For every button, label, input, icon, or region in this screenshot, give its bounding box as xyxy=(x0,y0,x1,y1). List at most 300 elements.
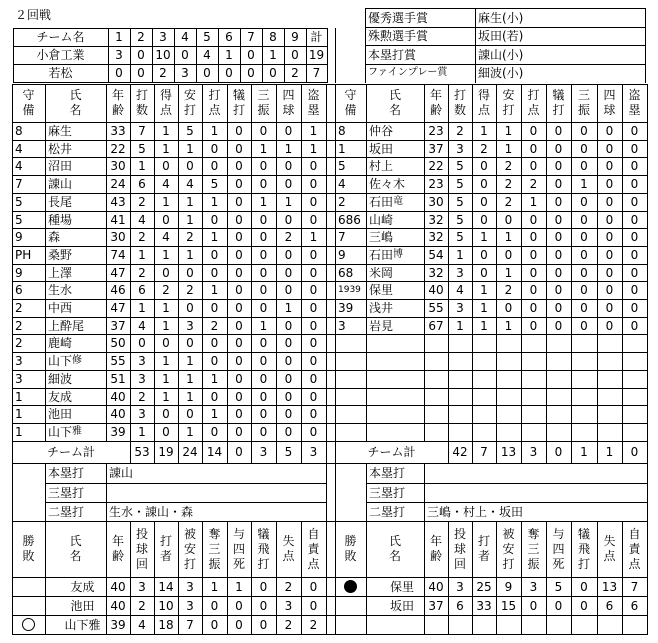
hit-type-label: 本塁打 xyxy=(48,466,85,480)
player-name-main: 石田 xyxy=(369,248,394,262)
position-cell: 5 xyxy=(15,212,23,227)
score-header-inning: 1 xyxy=(115,30,123,44)
position-cell: 9 xyxy=(15,265,23,280)
grid-line xyxy=(327,28,328,83)
player-name: 友成 xyxy=(48,389,73,404)
stat-cell: 0 xyxy=(284,265,293,280)
grid-line xyxy=(647,463,648,522)
pitching-header-left: 犠 飛 打 xyxy=(257,526,270,571)
pitching-header-right: 自 責 点 xyxy=(628,526,641,571)
stat-cell: 40 xyxy=(110,389,126,404)
stat-cell: 0 xyxy=(162,407,170,421)
stat-cell: 0 xyxy=(605,212,614,227)
hit-type-label: 三塁打 xyxy=(48,485,85,500)
team-total-label: チーム計 xyxy=(46,445,95,459)
stat-cell: 1 xyxy=(162,248,170,262)
grid-line xyxy=(647,521,648,635)
stat-cell: 0 xyxy=(186,301,194,315)
batting-header-right: 得 点 xyxy=(477,88,490,117)
batting-header-right: 三 振 xyxy=(577,88,590,117)
position-cell: 1939 xyxy=(338,284,361,295)
grid-line xyxy=(326,463,327,522)
stat-cell: 1 xyxy=(138,301,146,315)
grid-line xyxy=(326,84,327,442)
batting-header-right: 守 備 xyxy=(344,88,357,117)
stat-cell: 0 xyxy=(259,301,268,315)
stat-cell: 1 xyxy=(504,141,513,156)
stat-cell: 0 xyxy=(259,372,268,386)
pitching-stat-cell: 1 xyxy=(235,579,243,594)
stat-cell: 67 xyxy=(428,318,444,333)
team-total-cell: 14 xyxy=(206,445,223,459)
grid-line xyxy=(645,8,646,83)
stat-cell: 0 xyxy=(186,159,194,173)
player-name: 三嶋 xyxy=(369,230,394,244)
stat-cell: 0 xyxy=(284,336,293,350)
grid-line xyxy=(12,634,648,635)
stat-cell: 0 xyxy=(284,212,293,227)
position-cell: 1 xyxy=(15,389,23,404)
score-team-name: 小倉工業 xyxy=(36,48,85,62)
stat-cell: 1 xyxy=(309,141,318,156)
stat-cell: 0 xyxy=(580,283,588,297)
position-cell: 68 xyxy=(338,265,354,280)
batting-header-left: 盗 塁 xyxy=(307,88,320,117)
batting-header-left: 氏 名 xyxy=(69,88,82,117)
pitcher-name: 池田 xyxy=(70,598,95,613)
stat-cell: 1 xyxy=(162,301,170,315)
batting-header-left: 年 齢 xyxy=(111,88,124,117)
player-name xyxy=(45,352,106,370)
pitching-header-left: 勝 敗 xyxy=(22,534,35,563)
score-inning-runs: 0 xyxy=(137,48,145,62)
player-name: 長尾 xyxy=(48,195,73,209)
stat-cell: 0 xyxy=(605,248,614,262)
pitching-stat-cell: 2 xyxy=(138,598,146,613)
team-total-cell: 13 xyxy=(500,445,517,459)
stat-cell: 0 xyxy=(630,265,639,280)
stat-cell: 0 xyxy=(554,301,563,315)
win-loss-mark xyxy=(335,577,366,596)
stat-cell: 0 xyxy=(284,389,293,404)
stat-cell: 1 xyxy=(456,248,464,262)
stat-cell: 0 xyxy=(284,425,293,439)
stat-cell: 0 xyxy=(235,301,243,315)
stat-cell: 1 xyxy=(210,124,219,138)
player-name xyxy=(366,193,424,211)
pitching-stat-cell: 14 xyxy=(158,579,174,594)
stat-cell: 0 xyxy=(259,159,268,173)
position-cell: 3 xyxy=(15,354,23,368)
stat-cell: 0 xyxy=(605,177,614,191)
stat-cell: 1 xyxy=(259,141,268,156)
stat-cell: 47 xyxy=(110,301,126,315)
player-name xyxy=(45,423,106,441)
score-inning-runs: 0 xyxy=(247,48,255,62)
position-cell: 7 xyxy=(15,177,23,191)
stat-cell: 37 xyxy=(428,141,444,156)
player-name-main: 山下 xyxy=(48,354,73,368)
stat-cell: 4 xyxy=(138,318,146,333)
stat-cell: 0 xyxy=(284,248,293,262)
stat-cell: 0 xyxy=(210,159,219,173)
stat-cell: 22 xyxy=(428,159,444,173)
hit-players: 諌山 xyxy=(109,466,134,480)
stat-cell: 1 xyxy=(504,265,513,280)
stat-cell: 0 xyxy=(186,407,194,421)
player-name: 沼田 xyxy=(48,159,73,173)
win-loss-mark xyxy=(12,577,45,596)
stat-cell: 0 xyxy=(210,425,219,439)
batting-header-right: 犠 打 xyxy=(552,88,565,117)
stat-cell: 0 xyxy=(284,159,293,173)
player-name-main: 石田 xyxy=(369,195,394,209)
stat-cell: 0 xyxy=(210,248,219,262)
pitching-stat-cell: 0 xyxy=(259,579,268,594)
batting-header-left: 打 数 xyxy=(135,88,148,117)
stat-cell: 0 xyxy=(580,318,588,333)
stat-cell: 0 xyxy=(284,407,293,421)
stat-cell: 1 xyxy=(480,283,488,297)
position-cell: 39 xyxy=(338,301,354,315)
score-inning-runs: 0 xyxy=(203,66,211,80)
stat-cell: 47 xyxy=(110,265,126,280)
award-winner: 諌山(小) xyxy=(478,47,524,62)
stat-cell: 0 xyxy=(259,354,268,368)
stat-cell: 0 xyxy=(284,354,293,368)
stat-cell: 0 xyxy=(630,248,639,262)
stat-cell: 4 xyxy=(456,283,464,297)
player-name: 桑野 xyxy=(48,248,73,262)
stat-cell: 0 xyxy=(235,407,243,421)
stat-cell: 24 xyxy=(110,177,126,191)
stat-cell: 0 xyxy=(580,124,588,138)
stat-cell: 0 xyxy=(529,301,538,315)
position-cell: 1 xyxy=(15,425,23,439)
pitching-stat-cell: 0 xyxy=(580,598,588,613)
pitching-header-left: 失 点 xyxy=(282,534,295,563)
position-cell: 2 xyxy=(15,336,23,350)
position-cell: 4 xyxy=(15,159,23,173)
stat-cell: 1 xyxy=(480,124,488,138)
pitching-header-left: 与 四 死 xyxy=(232,526,245,571)
team-total-cell: 0 xyxy=(554,445,563,459)
stat-cell: 32 xyxy=(428,230,444,244)
player-name: 山崎 xyxy=(369,212,394,227)
score-inning-runs: 0 xyxy=(269,66,277,80)
stat-cell: 0 xyxy=(235,177,243,191)
pitching-header-right: 年 齢 xyxy=(429,534,442,563)
stat-cell: 0 xyxy=(480,212,488,227)
pitching-header-left: 自 責 点 xyxy=(307,526,320,571)
stat-cell: 3 xyxy=(138,407,146,421)
stat-cell: 0 xyxy=(309,212,318,227)
stat-cell: 0 xyxy=(259,336,268,350)
stat-cell: 2 xyxy=(210,318,219,333)
stat-cell: 0 xyxy=(580,195,588,209)
stat-cell: 40 xyxy=(110,407,126,421)
stat-cell: 0 xyxy=(630,301,639,315)
player-name: 中西 xyxy=(48,301,73,315)
stat-cell: 0 xyxy=(259,124,268,138)
pitching-header-right: 勝 敗 xyxy=(344,534,357,563)
stat-cell: 0 xyxy=(480,159,488,173)
pitching-stat-cell: 40 xyxy=(110,598,126,613)
stat-cell: 0 xyxy=(186,336,194,350)
award-winner: 麻生(小) xyxy=(478,10,524,25)
stat-cell: 0 xyxy=(210,141,219,156)
stat-cell: 0 xyxy=(309,336,318,350)
grid-line xyxy=(335,28,336,83)
stat-cell: 0 xyxy=(162,159,170,173)
win-loss-mark xyxy=(12,596,45,615)
stat-cell: 2 xyxy=(456,124,464,138)
pitching-header-right: 犠 飛 打 xyxy=(577,526,590,571)
stat-cell: 0 xyxy=(529,318,538,333)
grid-line xyxy=(647,84,648,442)
position-cell: 8 xyxy=(338,124,346,138)
stat-cell: 0 xyxy=(235,212,243,227)
pitching-stat-cell: 0 xyxy=(259,617,268,632)
stat-cell: 0 xyxy=(630,159,639,173)
player-name: 森 xyxy=(48,230,61,244)
stat-cell: 37 xyxy=(110,318,126,333)
batting-header-left: 犠 打 xyxy=(232,88,245,117)
score-header-team: チーム名 xyxy=(36,30,85,44)
stat-cell: 0 xyxy=(235,124,243,138)
stat-cell: 0 xyxy=(605,318,614,333)
pitching-stat-cell: 0 xyxy=(554,598,563,613)
score-total-runs: 7 xyxy=(312,66,321,80)
score-header-inning: 4 xyxy=(181,30,189,44)
stat-cell: 0 xyxy=(259,177,268,191)
stat-cell: 0 xyxy=(554,141,563,156)
stat-cell: 0 xyxy=(309,425,318,439)
stat-cell: 0 xyxy=(504,212,513,227)
stat-cell: 0 xyxy=(235,230,243,244)
pitching-stat-cell: 6 xyxy=(605,598,614,613)
pitching-stat-cell: 10 xyxy=(158,598,174,613)
stat-cell: 4 xyxy=(162,177,170,191)
pitching-stat-cell: 39 xyxy=(110,617,126,632)
hit-type-label: 二塁打 xyxy=(48,504,85,519)
score-team-name: 若松 xyxy=(48,66,73,80)
pitching-stat-cell: 0 xyxy=(210,598,219,613)
stat-cell: 0 xyxy=(235,159,243,173)
stat-cell: 0 xyxy=(162,265,170,280)
stat-cell: 1 xyxy=(480,230,488,244)
pitching-stat-cell: 25 xyxy=(476,579,492,594)
score-inning-runs: 10 xyxy=(155,48,171,62)
batting-header-left: 四 球 xyxy=(282,88,295,117)
stat-cell: 3 xyxy=(456,301,464,315)
stat-cell: 1 xyxy=(580,177,588,191)
pitching-header-left: 氏 名 xyxy=(69,534,82,563)
pitching-header-right: 氏 名 xyxy=(388,534,401,563)
player-name xyxy=(366,246,424,264)
position-cell: 4 xyxy=(338,177,346,191)
stat-cell: 0 xyxy=(630,124,639,138)
award-label: 殊勲選手賞 xyxy=(368,29,429,43)
stat-cell: 5 xyxy=(456,212,464,227)
stat-cell: 0 xyxy=(235,283,243,297)
score-header-inning: 8 xyxy=(269,30,277,44)
score-inning-runs: 0 xyxy=(247,66,255,80)
stat-cell: 0 xyxy=(235,195,243,209)
position-cell: 3 xyxy=(15,372,23,386)
stat-cell: 2 xyxy=(186,230,194,244)
pitching-stat-cell: 0 xyxy=(309,598,318,613)
pitching-header-left: 被 安 打 xyxy=(183,526,196,571)
player-name: 生水 xyxy=(48,283,73,297)
pitching-stat-cell: 4 xyxy=(138,617,146,632)
stat-cell: 0 xyxy=(529,283,538,297)
win-mark-icon xyxy=(22,618,35,631)
player-name: 鹿崎 xyxy=(48,336,73,350)
pitching-header-left: 投 球 回 xyxy=(135,526,148,571)
pitching-stat-cell: 7 xyxy=(186,617,194,632)
grid-line xyxy=(12,463,13,522)
score-header-total: 計 xyxy=(310,30,323,44)
score-inning-runs: 0 xyxy=(291,48,299,62)
player-name: 浅井 xyxy=(369,301,394,315)
position-cell: 5 xyxy=(338,159,346,173)
player-name-suffix: 修 xyxy=(72,355,83,366)
grid-line xyxy=(13,82,328,83)
stat-cell: 0 xyxy=(210,354,219,368)
stat-cell: 0 xyxy=(580,141,588,156)
stat-cell: 1 xyxy=(284,301,293,315)
position-cell: 2 xyxy=(15,318,23,333)
stat-cell: 0 xyxy=(580,212,588,227)
player-name: 保里 xyxy=(369,283,394,297)
position-cell: 9 xyxy=(15,230,23,244)
pitching-stat-cell: 3 xyxy=(284,598,293,613)
stat-cell: 2 xyxy=(504,159,513,173)
stat-cell: 0 xyxy=(630,195,639,209)
stat-cell: 0 xyxy=(235,336,243,350)
position-cell: 9 xyxy=(338,248,346,262)
hit-players xyxy=(424,483,647,502)
batting-header-left: 打 点 xyxy=(208,88,221,117)
stat-cell: 0 xyxy=(630,318,639,333)
stat-cell: 0 xyxy=(309,265,318,280)
player-name: 上澤 xyxy=(48,265,73,280)
stat-cell: 1 xyxy=(504,230,513,244)
position-cell: 6 xyxy=(15,283,23,297)
stat-cell: 1 xyxy=(162,141,170,156)
stat-cell: 0 xyxy=(309,372,318,386)
stat-cell: 0 xyxy=(580,301,588,315)
stat-cell: 0 xyxy=(605,141,614,156)
stat-cell: 1 xyxy=(259,318,268,333)
stat-cell: 39 xyxy=(110,425,126,439)
stat-cell: 1 xyxy=(186,212,194,227)
award-label: ファインプレー賞 xyxy=(368,67,448,78)
pitching-header-right: 投 球 回 xyxy=(453,526,466,571)
stat-cell: 0 xyxy=(605,230,614,244)
score-inning-runs: 3 xyxy=(115,48,123,62)
batting-header-right: 打 数 xyxy=(453,88,466,117)
stat-cell: 54 xyxy=(428,248,444,262)
position-cell: 1 xyxy=(338,141,346,156)
stat-cell: 41 xyxy=(110,212,126,227)
pitching-stat-cell: 6 xyxy=(630,598,639,613)
stat-cell: 0 xyxy=(529,248,538,262)
stat-cell: 1 xyxy=(259,195,268,209)
pitcher-name: 山下雅 xyxy=(64,617,101,632)
pitching-stat-cell: 37 xyxy=(428,598,444,613)
stat-cell: 43 xyxy=(110,195,126,209)
stat-cell: 1 xyxy=(186,389,194,404)
stat-cell: 4 xyxy=(138,212,146,227)
stat-cell: 1 xyxy=(162,372,170,386)
stat-cell: 0 xyxy=(162,336,170,350)
position-cell: PH xyxy=(15,248,32,262)
stat-cell: 0 xyxy=(554,248,563,262)
stat-cell: 1 xyxy=(529,195,538,209)
pitching-stat-cell: 3 xyxy=(456,579,464,594)
team-total-cell: 3 xyxy=(309,445,318,459)
stat-cell: 2 xyxy=(138,195,146,209)
stat-cell: 0 xyxy=(605,301,614,315)
stat-cell: 22 xyxy=(110,141,126,156)
hit-players xyxy=(424,463,647,483)
stat-cell: 0 xyxy=(480,177,488,191)
stat-cell: 1 xyxy=(309,124,318,138)
player-name-main: 山下 xyxy=(48,425,73,439)
score-inning-runs: 2 xyxy=(291,66,299,80)
stat-cell: 1 xyxy=(186,425,194,439)
stat-cell: 0 xyxy=(235,425,243,439)
hit-players: 三嶋・村上・坂田 xyxy=(427,504,524,519)
pitching-stat-cell: 40 xyxy=(110,579,126,594)
stat-cell: 2 xyxy=(284,230,293,244)
stat-cell: 3 xyxy=(456,265,464,280)
player-name: 坂田 xyxy=(369,141,394,156)
stat-cell: 30 xyxy=(428,195,444,209)
stat-cell: 0 xyxy=(580,248,588,262)
stat-cell: 3 xyxy=(138,372,146,386)
player-name: 米岡 xyxy=(369,265,394,280)
stat-cell: 1 xyxy=(504,124,513,138)
position-cell: 4 xyxy=(15,141,23,156)
stat-cell: 1 xyxy=(284,141,293,156)
stat-cell: 0 xyxy=(284,372,293,386)
stat-cell: 5 xyxy=(210,177,219,191)
stat-cell: 4 xyxy=(162,230,170,244)
stat-cell: 0 xyxy=(630,141,639,156)
stat-cell: 1 xyxy=(210,195,219,209)
stat-cell: 0 xyxy=(186,265,194,280)
position-cell: 2 xyxy=(15,301,23,315)
batting-header-right: 年 齢 xyxy=(429,88,442,117)
stat-cell: 0 xyxy=(284,177,293,191)
stat-cell: 55 xyxy=(428,301,444,315)
stat-cell: 3 xyxy=(456,141,464,156)
stat-cell: 0 xyxy=(259,407,268,421)
stat-cell: 1 xyxy=(162,195,170,209)
pitching-stat-cell: 0 xyxy=(259,598,268,613)
stat-cell: 33 xyxy=(110,124,126,138)
pitching-stat-cell: 0 xyxy=(210,617,219,632)
stat-cell: 0 xyxy=(504,301,513,315)
team-total-cell: 1 xyxy=(580,445,588,459)
stat-cell: 55 xyxy=(110,354,126,368)
stat-cell: 0 xyxy=(309,407,318,421)
score-inning-runs: 1 xyxy=(225,48,233,62)
award-label: 本塁打賞 xyxy=(368,47,417,62)
